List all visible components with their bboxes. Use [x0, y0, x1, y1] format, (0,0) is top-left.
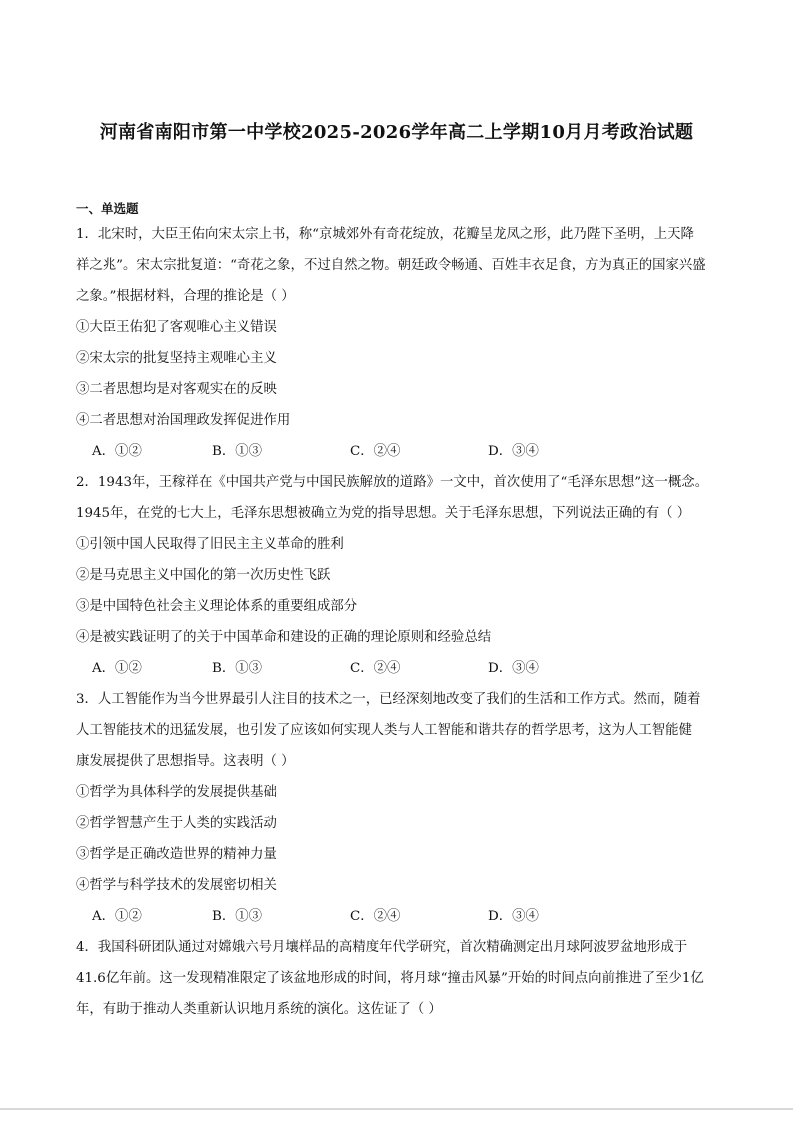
option-d[interactable]: D．③④ — [488, 909, 539, 924]
question-stem-line: 之象。”根据材料，合理的推论是（ ） — [76, 289, 295, 304]
statement-item: ②宋太宗的批复坚持主观唯心主义 — [76, 351, 277, 366]
option-c[interactable]: C．②④ — [350, 909, 401, 924]
question-stem-line: 4．我国科研团队通过对嫦娥六号月壤样品的高精度年代学研究，首次精确测定出月球阿波罗盆地形成于 — [76, 940, 688, 955]
statement-item: ①大臣王佑犯了客观唯心主义错误 — [76, 320, 277, 335]
statement-item: ②是马克思主义中国化的第一次历史性飞跃 — [76, 568, 331, 583]
question-stem-line: 人工智能技术的迅猛发展，也引发了应该如何实现人类与人工智能和谐共存的哲学思考，这为人工智能健 — [76, 723, 692, 738]
option-d[interactable]: D．③④ — [488, 444, 539, 459]
option-b[interactable]: B．①③ — [212, 909, 263, 924]
exam-title: 河南省南阳市第一中学校2025-2026学年高二上学期10月月考政治试题 — [99, 122, 694, 143]
option-a[interactable]: A．①② — [92, 444, 142, 459]
option-c[interactable]: C．②④ — [350, 661, 401, 676]
question-stem-line: 2．1943年，王稼祥在《中国共产党与中国民族解放的道路》一文中，首次使用了“毛泽东思想”这一概念。 — [76, 475, 709, 490]
question-4 — [76, 932, 721, 1025]
option-a[interactable]: A．①② — [92, 661, 142, 676]
question-stem-line: 年，有助于推动人类重新认识地月系统的演化。这佐证了（ ） — [76, 1002, 442, 1017]
statement-item: ②哲学智慧产生于人类的实践活动 — [76, 816, 277, 831]
question-stem-line: 1．北宋时，大臣王佑向宋太宗上书，称“京城郊外有奇花绽放，花瓣呈龙凤之形，此乃陛下圣明，上天降 — [76, 227, 694, 242]
option-d[interactable]: D．③④ — [488, 661, 539, 676]
option-b[interactable]: B．①③ — [212, 444, 263, 459]
page-bottom-divider — [0, 1108, 793, 1110]
option-a[interactable]: A．①② — [92, 909, 142, 924]
question-stem-line: 41.6亿年前。这一发现精准限定了该盆地形成的时间，将月球“撞击风暴”开始的时间点向前推进了至少1亿 — [76, 971, 704, 986]
statement-item: ④二者思想对治国理政发挥促进作用 — [76, 413, 291, 428]
statement-item: ①哲学为具体科学的发展提供基础 — [76, 785, 277, 800]
question-3 — [76, 684, 721, 932]
statement-item: ④哲学与科学技术的发展密切相关 — [76, 878, 277, 893]
question-1 — [76, 219, 721, 467]
answer-options — [76, 653, 721, 684]
statement-item: ③二者思想均是对客观实在的反映 — [76, 382, 277, 397]
answer-options — [76, 901, 721, 932]
option-c[interactable]: C．②④ — [350, 444, 401, 459]
question-list — [76, 219, 721, 1025]
question-2 — [76, 467, 721, 684]
section-heading: 一、单选题 — [76, 201, 139, 216]
question-stem-line: 3．人工智能作为当今世界最引人注目的技术之一，已经深刻地改变了我们的生活和工作方式。然而，随着 — [76, 692, 701, 707]
question-stem-line: 康发展提供了思想指导。这表明（ ） — [76, 754, 295, 769]
answer-options — [76, 436, 721, 467]
statement-item: ③哲学是正确改造世界的精神力量 — [76, 847, 277, 862]
option-b[interactable]: B．①③ — [212, 661, 263, 676]
statement-item: ③是中国特色社会主义理论体系的重要组成部分 — [76, 599, 358, 614]
question-stem-line: 祥之兆”。宋太宗批复道：“奇花之象，不过自然之物。朝廷政令畅通、百姓丰衣足食，方为真正的国家兴盛 — [76, 258, 706, 273]
question-stem-line: 1945年，在党的七大上，毛泽东思想被确立为党的指导思想。关于毛泽东思想，下列说法正确的有（ ） — [76, 506, 691, 521]
statement-item: ①引领中国人民取得了旧民主主义革命的胜利 — [76, 537, 344, 552]
statement-item: ④是被实践证明了的关于中国革命和建设的正确的理论原则和经验总结 — [76, 630, 492, 645]
